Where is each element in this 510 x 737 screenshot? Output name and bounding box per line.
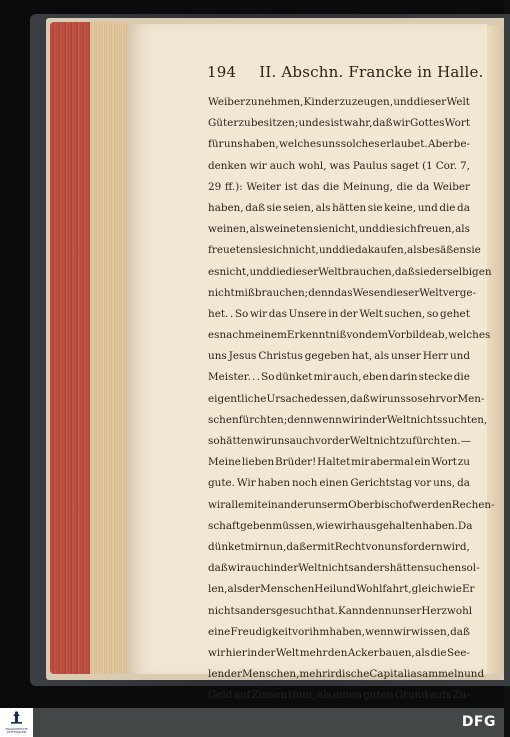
text-line: freueten sie sich nicht, und die da kaufen, als besäßen sie — [208, 244, 481, 257]
text-line: Meine lieben Brüder! Haltet mir abermal ein Wort zu — [208, 456, 470, 469]
text-line: eigentliche Ursache dessen, daß wir uns so sehr vor Men- — [208, 392, 485, 405]
text-line: Güter zu besitzen; und es ist wahr, daß wir Gottes Wort — [208, 117, 470, 130]
crest-icon — [0, 708, 33, 728]
text-line: len, als der Menschen Heil und Wohlfahrt, gleichwie Er — [208, 583, 475, 596]
text-line: weinen, als weineten sie nicht, und die sich freuen, als — [208, 223, 470, 236]
text-line: het. . So wir das Unsere in der Welt suchen, so gehet — [208, 307, 470, 320]
text-line: nichts anders gesucht hat. Kann denn unser Herz wohl — [208, 604, 473, 617]
text-line: dünket mir nun, daß er mit Recht von uns fordern wird, — [208, 540, 470, 553]
page-edges-cream — [90, 22, 128, 674]
text-line: wir alle mit einander unserm Oberbischof werden Rechen- — [208, 498, 495, 511]
text-line: schen fürchten; denn wenn wir in der Welt nichts suchten, — [208, 413, 488, 426]
page-header — [207, 63, 484, 81]
logo-text — [1, 728, 32, 734]
running-head: II. Abschn. Francke in Halle. — [259, 63, 484, 81]
text-line: nicht mißbrauchen; denn das Wesen dieser Welt verge- — [208, 286, 477, 299]
text-line: len der Menschen, mehr irdische Capitalia sammeln und — [208, 668, 485, 681]
text-line: für uns haben, welches uns solches erlaubet. Aber be- — [208, 138, 470, 151]
text-line: schaft geben müssen, wie wir hausgehalten haben. Da — [208, 519, 473, 532]
text-line: denken wir auch wohl, was Paulus saget (1 Cor. 7, — [208, 159, 470, 172]
page-right-edge — [487, 26, 504, 674]
page-edges-red — [50, 22, 90, 674]
text-line: gute. Wir haben noch einen Gerichtstag vor uns, da — [208, 477, 470, 490]
text-line: 29 ff.): Weiter ist das die Meinung, die da Weiber — [208, 180, 470, 193]
viewer-footer — [0, 708, 504, 737]
text-line: Weiber zu nehmen, Kinder zu zeugen, und dieser Welt — [208, 96, 470, 108]
text-line: eine Freudigkeit vor ihm haben, wenn wir wissen, daß — [208, 625, 470, 638]
dfg-logo: DFG — [461, 714, 496, 730]
text-line: Meister. . . So dünket mir auch, eben darin stecke die — [208, 371, 470, 384]
logo-text-line-2: STIFTUNGEN — [6, 730, 27, 735]
text-line: wir hier in der Welt mehr den Acker bauen, als die See- — [208, 646, 470, 659]
text-line: uns Jesus Christus gegeben hat, als unser Herr und — [208, 350, 470, 363]
francke-foundation-logo — [0, 708, 33, 737]
text-line: Geld auf Zinsen thun, als einen guten Grund aufs Zu- — [208, 689, 470, 702]
page-number: 194 — [207, 63, 237, 81]
text-line: es nicht, und die dieser Welt brauchen, daß sie derselbigen — [208, 265, 492, 278]
text-line: haben, daß sie seien, als hätten sie keine, und die da — [208, 201, 470, 214]
text-line: daß wir auch in der Welt nichts anders hätten suchen sol- — [208, 562, 480, 575]
text-line: es nach meinem Erkenntniß von dem Vorbilde ab, welches — [208, 329, 491, 342]
text-line: so hätten wir uns auch vor der Welt nicht zu fürchten. — — [208, 435, 471, 447]
logo-text-line-1: FRANCKESCHE — [5, 727, 28, 731]
